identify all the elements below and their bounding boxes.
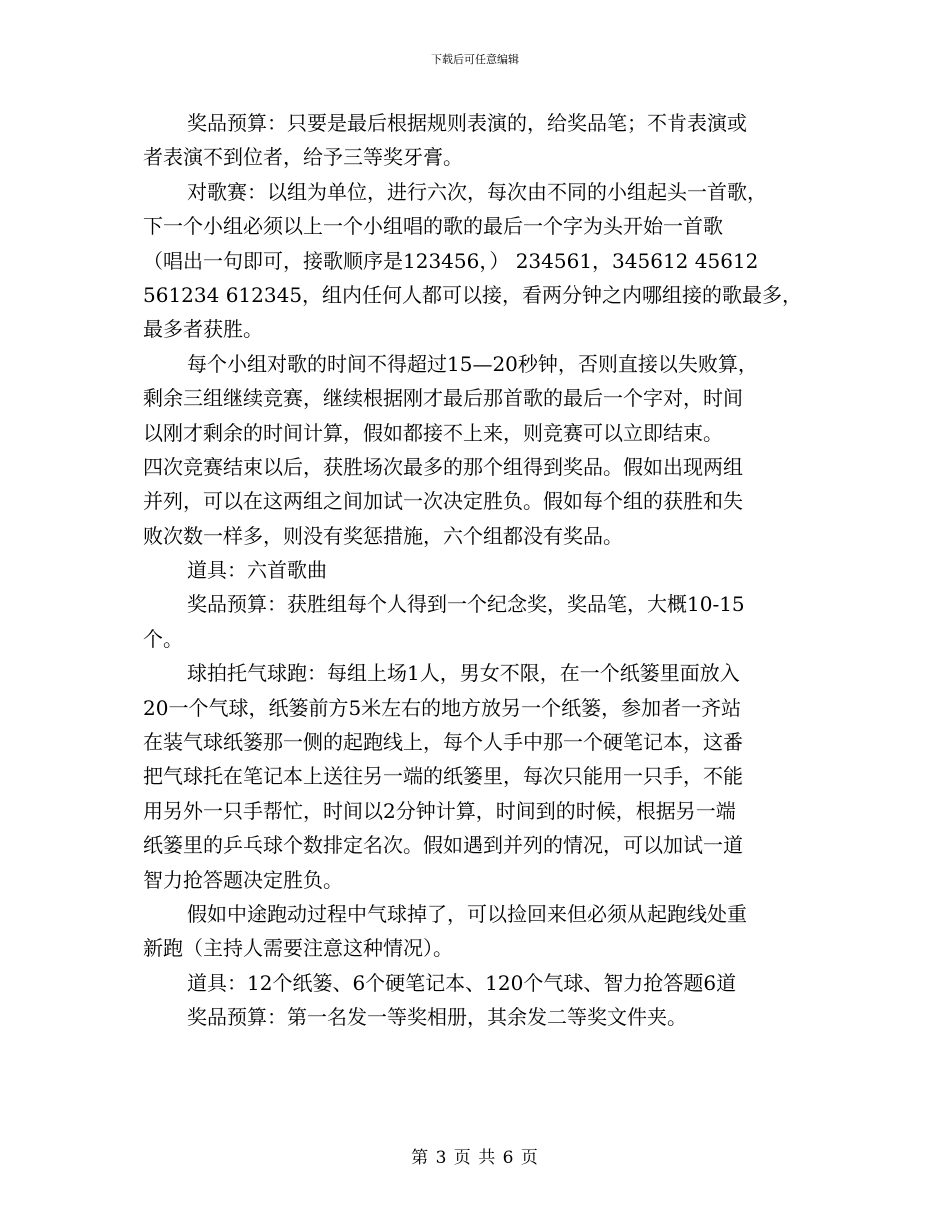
- text-line: （唱出一句即可，接歌顺序是123456，） 234561，345612 45612: [143, 248, 759, 273]
- text-line: 个。: [143, 626, 183, 651]
- text-line: 败次数一样多，则没有奖惩措施，六个组都没有奖品。: [143, 523, 623, 548]
- text-line: 在装气球纸篓那一侧的起跑线上，每个人手中那一个硬笔记本，这番: [143, 730, 743, 755]
- text-line: 下一个小组必须以上一个小组唱的歌的最后一个字为头开始一首歌: [143, 214, 723, 239]
- text-line: 把气球托在笔记本上送往另一端的纸篓里，每次只能用一只手，不能: [143, 764, 743, 789]
- text-line: 用另外一只手帮忙，时间以2分钟计算，时间到的时候，根据另一端: [143, 798, 736, 823]
- text-line: 20一个气球，纸篓前方5米左右的地方放另一个纸篓，参加者一齐站: [143, 695, 742, 720]
- text-line: 道具：12个纸篓、6个硬笔记本、120个气球、智力抢答题6道: [187, 970, 737, 995]
- text-line: 以刚才剩余的时间计算，假如都接不上来，则竞赛可以立即结束。: [143, 420, 723, 445]
- text-line: 剩余三组继续竞赛，继续根据刚才最后那首歌的最后一个字对，时间: [143, 386, 743, 411]
- page-footer: 第 3 页 共 6 页: [411, 1148, 539, 1168]
- text-line: 最多者获胜。: [143, 317, 263, 342]
- text-line: 并列，可以在这两组之间加试一次决定胜负。假如每个组的获胜和失: [143, 489, 743, 514]
- page-header: 下载后可任意编辑: [431, 53, 519, 66]
- text-line: 561234 612345，组内任何人都可以接，看两分钟之内哪组接的歌最多，: [143, 282, 803, 307]
- document-body: [143, 106, 813, 1035]
- text-line: 奖品预算：只要是最后根据规则表演的，给奖品笔；不肯表演或: [187, 111, 747, 135]
- text-line: 球拍托气球跑：每组上场1人，男女不限，在一个纸篓里面放入: [187, 661, 740, 686]
- text-line: 智力抢答题决定胜负。: [143, 867, 343, 892]
- text-line: 假如中途跑动过程中气球掉了，可以捡回来但必须从起跑线处重: [187, 901, 747, 926]
- text-line: 纸篓里的乒乓球个数排定名次。假如遇到并列的情况，可以加试一道: [143, 833, 743, 858]
- text-line: 四次竞赛结束以后，获胜场次最多的那个组得到奖品。假如出现两组: [143, 454, 743, 479]
- text-line: 奖品预算：第一名发一等奖相册，其余发二等奖文件夹。: [187, 1005, 687, 1030]
- text-line: 奖品预算：获胜组每个人得到一个纪念奖，奖品笔，大概10-15: [187, 592, 745, 617]
- text-line: 新跑（主持人需要注意这种情况）。: [143, 936, 453, 961]
- text-line: 道具：六首歌曲: [187, 558, 327, 583]
- text-line: 每个小组对歌的时间不得超过15—20秒钟，否则直接以失败算，: [187, 351, 758, 376]
- text-line: 对歌赛：以组为单位，进行六次，每次由不同的小组起头一首歌，: [187, 179, 767, 204]
- text-line: 者表演不到位者，给予三等奖牙膏。: [143, 145, 463, 170]
